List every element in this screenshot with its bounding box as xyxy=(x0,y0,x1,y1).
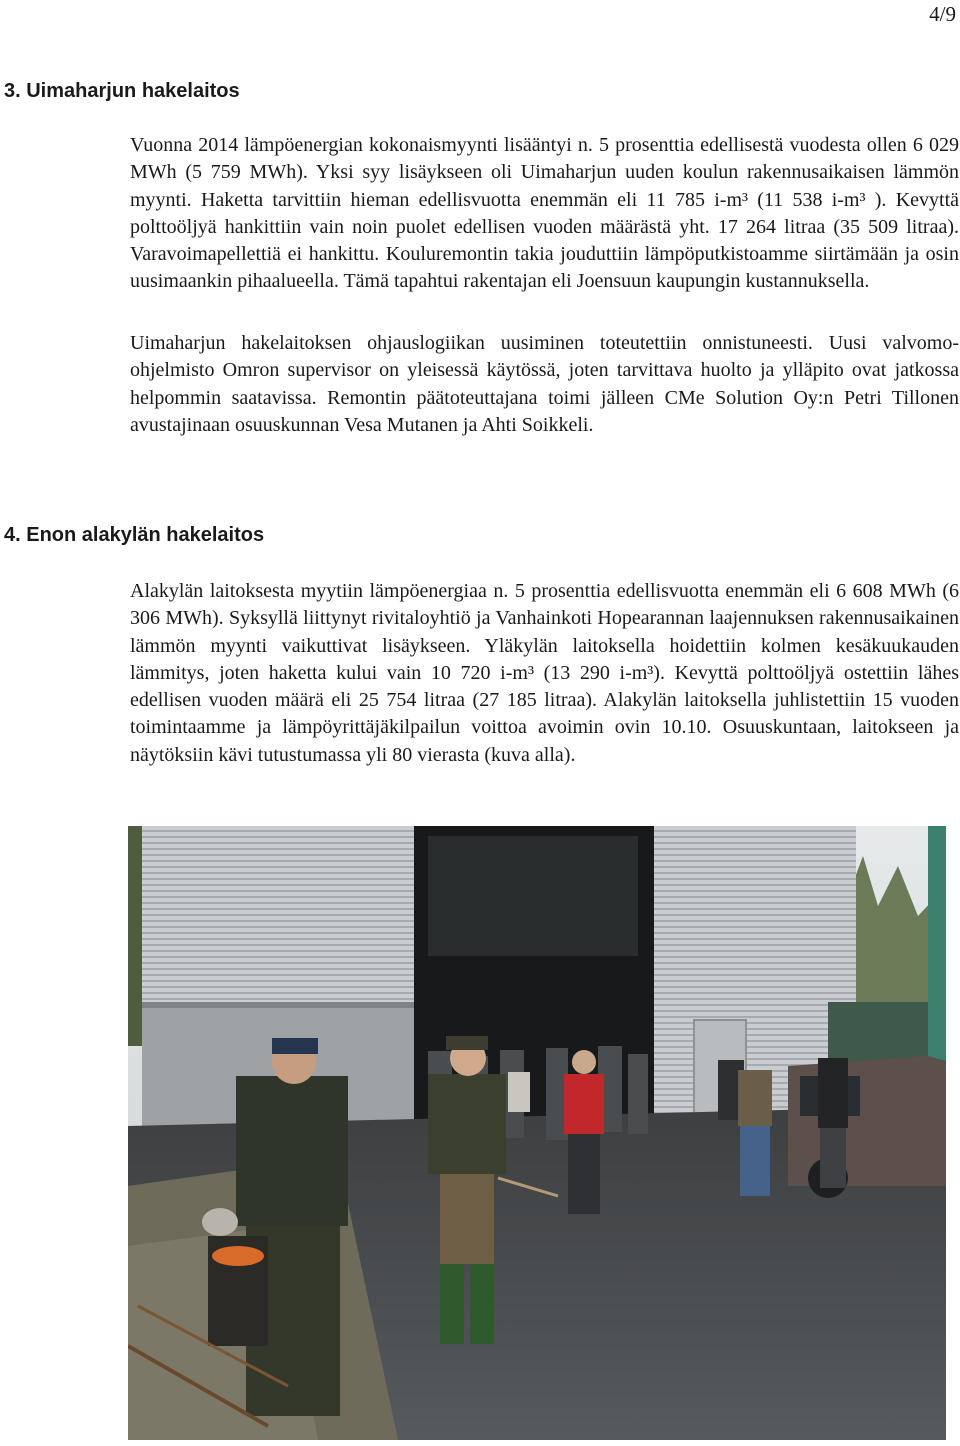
section-3-paragraph-2: Uimaharjun hakelaitoksen ohjauslogiikan uusiminen toteutettiin onnistuneesti. Uusi valvomo-ohjelmisto Omron supervisor on yleisessä käytössä, joten tarvittava huolto ja ylläpito ovat jatkossa helpommin saatavissa. Remontin päätoteuttajana toimi jälleen CMe Solution Oy:n Petri Tillonen avustajinaan osuuskunnan Vesa Mutanen ja Ahti Soikkeli. xyxy=(130,332,959,436)
section-4-heading: 4. Enon alakylän hakelaitos xyxy=(4,524,265,546)
section-3-heading: 3. Uimaharjun hakelaitos xyxy=(4,80,240,102)
section-3-paragraph-1: Vuonna 2014 lämpöenergian kokonaismyynti lisääntyi n. 5 prosenttia edellisestä vuodesta ollen 6 029 MWh (5 759 MWh). Yksi syy lisäykseen oli Uimaharjun uuden koulun rakennusaikaisen lämmön myynti. Haketta tarvittiin hieman edellisvuotta enemmän eli 11 785 i-m³ (11 538 i-m³ ). Kevyttä polttoöljyä hankittiin vain noin puolet edellisen vuoden määrästä yht. 17 264 litraa (35 509 litraa). Varavoimapellettiä ei hankittu. Kouluremontin takia jouduttiin lämpöputkistoamme siirtämään ja osin uusimaankin pihaalueella. Tämä tapahtui rakentajan eli Joensuun kaupungin kustannuksella. xyxy=(130,134,959,293)
section-4-paragraph-1: Alakylän laitoksesta myytiin lämpöenergiaa n. 5 prosenttia edellisvuotta enemmän eli 6 608 MWh (6 306 MWh). Syksyllä liittynyt rivitaloyhtiö ja Vanhainkoti Hopearannan laajennuksen rakennusaikainen lämmön myynti vaikuttivat lisäykseen. Yläkylän laitoksella hoidettiin kolmen kesäkuukauden lämmitys, joten haketta kului vain 10 720 i-m³ (13 290 i-m³). Kevyttä polttoöljyä ostettiin lähes edellisen vuoden määrä eli 25 754 litraa (27 185 litraa). Alakylän laitoksella juhlistettiin 15 vuoden toimintaamme ja lämpöyrittäjäkilpailun voittoa avoimin ovin 10.10. Osuuskuntaan, laitokseen ja näytöksiin kävi tutustumassa yli 80 vierasta (kuva alla). xyxy=(130,580,959,766)
page-number: 4/9 xyxy=(929,2,956,26)
open-house-photo xyxy=(128,826,946,1440)
